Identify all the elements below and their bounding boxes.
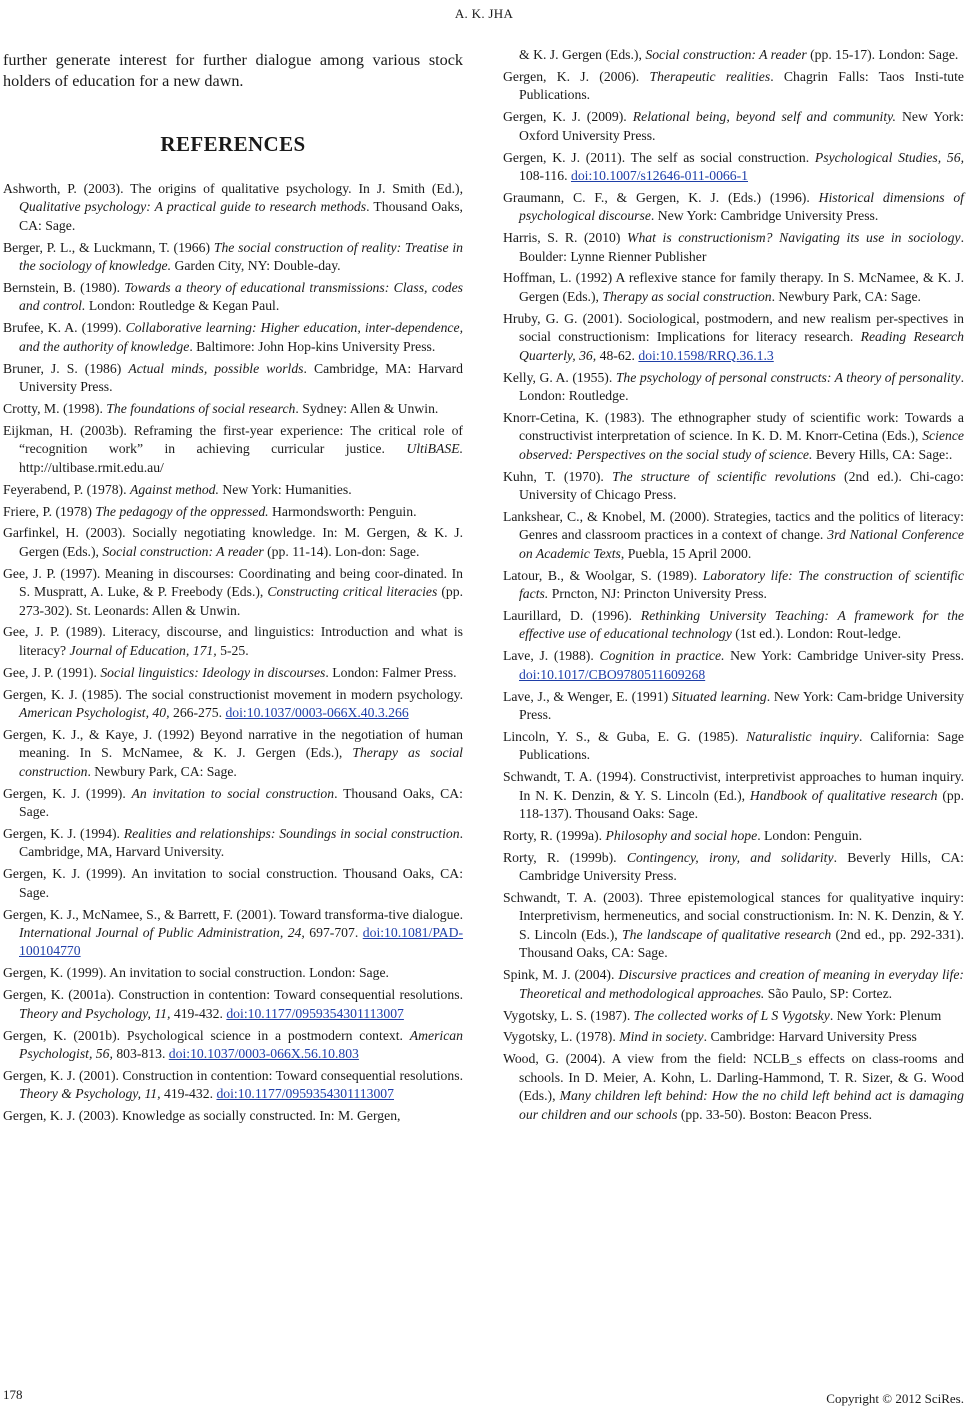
reference-title: Against method. bbox=[129, 481, 219, 497]
reference-title: Towards a theory of educational transmissions: Class, codes and control. bbox=[19, 280, 463, 314]
reference-title: Theory & Psychology, 11, bbox=[19, 1086, 161, 1102]
reference-authors: Rorty, R. (1999b). bbox=[503, 849, 627, 865]
reference-authors: Gergen, K. J. (1999). An invitation to social construction. Thousand Oaks, CA: Sage. bbox=[3, 866, 463, 900]
reference-publisher: . Cambridge, MA, Harvard University. bbox=[19, 826, 463, 860]
reference-authors: Brufee, K. A. (1999). bbox=[3, 320, 126, 336]
reference-publisher: (2nd ed.). Chi-cago: University of Chicago Press. bbox=[519, 468, 964, 502]
reference-publisher: Garden City, NY: Double-day. bbox=[171, 258, 341, 274]
reference-entry bbox=[3, 664, 463, 682]
reference-entry bbox=[3, 726, 463, 781]
reference-title: Realities and relationships: Soundings in social construction bbox=[123, 826, 460, 841]
reference-entry bbox=[503, 68, 964, 105]
reference-authors: Gee, J. P. (1997). Meaning in discourses: Coordinating and being coor-dinated. In S. Muspratt, A. Luke, & P. Freebody (Eds.), bbox=[3, 565, 463, 600]
reference-entry bbox=[503, 1028, 964, 1046]
reference-title: Many children left behind: How the no child left behind act is damaging our children and our schools bbox=[519, 1088, 964, 1122]
reference-title: American Psychologist, 56, bbox=[19, 1027, 463, 1061]
reference-publisher: (pp. 273-302). St. Leonards: Allen & Unwin. bbox=[19, 584, 463, 618]
reference-entry bbox=[503, 468, 964, 505]
reference-title: Journal of Education, 171, bbox=[69, 642, 217, 658]
reference-entry bbox=[3, 623, 463, 660]
reference-authors: Gergen, K. J. (2006). bbox=[503, 68, 650, 84]
reference-authors: Gergen, K. J. (2011). The self as social construction. bbox=[503, 149, 815, 165]
reference-title: Collaborative learning: Higher education, inter-dependence, and the authority of knowledge bbox=[19, 320, 463, 354]
reference-publisher: . London: Routledge. bbox=[519, 369, 964, 403]
reference-authors: Eijkman, H. (2003b). Reframing the first-year experience: The critical role of “recognition work” in achieving curricular justice. bbox=[3, 422, 463, 457]
reference-entry bbox=[503, 607, 964, 644]
reference-publisher: New York: Oxford University Press. bbox=[519, 109, 964, 143]
reference-authors: Gergen, K. J. (1999). bbox=[3, 785, 132, 801]
reference-authors: Gergen, K. J., & Kaye, J. (1992) Beyond narrative in the negotiation of human meaning. In S. McNamee, & K. J. Gergen (Eds.), bbox=[3, 726, 463, 761]
reference-entry bbox=[503, 567, 964, 604]
reference-publisher: New York: Cambridge Univer-sity Press. bbox=[724, 648, 964, 664]
reference-title: International Journal of Public Administration, 24, bbox=[19, 925, 305, 941]
page-number: 178 bbox=[3, 1387, 23, 1402]
reference-authors: Kuhn, T. (1970). bbox=[503, 468, 613, 484]
reference-authors: Gergen, K. J. (2009). bbox=[503, 109, 633, 125]
reference-entry bbox=[503, 508, 964, 563]
reference-authors: Kelly, G. A. (1955). bbox=[503, 369, 616, 385]
reference-entry bbox=[503, 369, 964, 406]
reference-publisher: London: Routledge & Kegan Paul. bbox=[85, 298, 280, 314]
reference-entry bbox=[3, 1027, 463, 1064]
reference-entry bbox=[3, 239, 463, 276]
reference-publisher: 48-62. bbox=[596, 347, 639, 363]
reference-publisher: . London: Penguin. bbox=[757, 827, 863, 843]
reference-publisher: 803-813. bbox=[112, 1045, 169, 1061]
reference-publisher: (pp. 11-14). Lon-don: Sage. bbox=[263, 543, 420, 559]
reference-entry bbox=[3, 524, 463, 561]
reference-authors: Wood, G. (2004). A view from the field: NCLB_s effects on class-rooms and schools. In D. Meier, A. Kohn, L. Darling-Hammond, T. R. Sizer, & G. Wood (Eds.), bbox=[503, 1051, 964, 1104]
reference-publisher: . Thousand Oaks, CA: Sage. bbox=[19, 199, 463, 233]
reference-entry bbox=[3, 360, 463, 397]
reference-title: Therapy as social construction bbox=[19, 745, 463, 779]
reference-entry bbox=[3, 964, 463, 982]
reference-publisher: . New York: Plenum bbox=[829, 1007, 942, 1023]
reference-publisher: (2nd ed., pp. 292-331). Thousand Oaks, CA: Sage. bbox=[519, 926, 965, 961]
reference-publisher: . Thousand Oaks, CA: Sage. bbox=[19, 785, 463, 820]
reference-publisher: 697-707. bbox=[304, 925, 363, 941]
reference-entry bbox=[3, 785, 463, 822]
reference-authors: Harris, S. R. (2010) bbox=[503, 230, 628, 246]
reference-authors: Hoffman, L. (1992) A reflexive stance for family therapy. In S. McNamee, & K. J. Gergen (Eds.), bbox=[503, 270, 964, 304]
reference-publisher: . Beverly Hills, CA: Cambridge University Press. bbox=[519, 849, 964, 884]
reference-title: American Psychologist, 40, bbox=[19, 705, 170, 721]
reference-entry bbox=[3, 400, 463, 418]
reference-authors: Vygotsky, L. (1978). bbox=[503, 1029, 620, 1045]
reference-publisher: . Cambridge, MA: Harvard University Press. bbox=[19, 360, 464, 395]
doi-link[interactable]: doi:10.1037/0003-066X.56.10.803 bbox=[168, 1045, 359, 1061]
reference-title: Social linguistics: Ideology in discourses bbox=[100, 664, 326, 680]
reference-entry bbox=[503, 1050, 964, 1124]
doi-link[interactable]: doi:10.1598/RRQ.36.1.3 bbox=[638, 347, 774, 363]
doi-link[interactable]: doi:10.1081/PAD-100104770 bbox=[19, 925, 464, 959]
reference-publisher: . London: Falmer Press. bbox=[325, 664, 457, 680]
reference-title: Cognition in practice. bbox=[599, 648, 725, 664]
reference-authors: Bernstein, B. (1980). bbox=[3, 280, 125, 296]
reference-authors: Gergen, K. (2001b). Psychological science in a postmodern context. bbox=[3, 1027, 410, 1043]
reference-title: Reading Research Quarterly, 36, bbox=[519, 329, 964, 363]
reference-entry bbox=[3, 1067, 463, 1104]
reference-entry bbox=[3, 422, 463, 477]
reference-title: Naturalistic inquiry bbox=[746, 728, 859, 744]
reference-entry bbox=[3, 279, 463, 316]
reference-entry bbox=[503, 647, 964, 684]
reference-publisher: Harmondsworth: Penguin. bbox=[268, 503, 417, 519]
reference-authors: Lave, J., & Wenger, E. (1991) bbox=[503, 688, 672, 704]
reference-authors: Rorty, R. (1999a). bbox=[503, 827, 606, 843]
reference-title: UltiBASE. bbox=[406, 441, 463, 457]
reference-entry bbox=[503, 849, 964, 886]
reference-authors: Lankshear, C., & Knobel, M. (2000). Strategies, tactics and the politics of literacy: Genres and classroom practices in a context of change. bbox=[503, 508, 964, 543]
reference-title: Laboratory life: The construction of scientific facts. bbox=[519, 567, 964, 601]
reference-title: Mind in society bbox=[619, 1029, 704, 1045]
reference-entry bbox=[3, 906, 463, 961]
reference-title: Science observed: Perspectives on the social study of science. bbox=[519, 428, 964, 462]
reference-entry bbox=[503, 269, 964, 306]
reference-authors: Latour, B., & Woolgar, S. (1989). bbox=[503, 567, 703, 583]
reference-authors: Knorr-Cetina, K. (1983). The ethnographer study of scientific work: Towards a constructivist interpretation of science. In K. D. M. Knorr-Cetina (Eds.), bbox=[503, 409, 964, 444]
reference-title: The foundations of social research bbox=[106, 400, 296, 416]
reference-entry bbox=[503, 409, 964, 464]
reference-publisher: New York: Humanities. bbox=[218, 481, 352, 497]
reference-entry bbox=[3, 986, 463, 1023]
reference-authors: Graumann, C. F., & Gergen, K. J. (Eds.) (1996). bbox=[503, 189, 819, 205]
reference-authors: Bruner, J. S. (1986) bbox=[3, 360, 129, 376]
reference-publisher: 419-432. bbox=[170, 1005, 227, 1021]
reference-publisher: (1st ed.). London: Rout-ledge. bbox=[731, 626, 902, 642]
reference-title: The psychology of personal constructs: A theory of personality bbox=[615, 369, 961, 385]
references-heading: REFERENCES bbox=[160, 132, 306, 156]
reference-publisher: , Puebla, 15 April 2000. bbox=[620, 545, 752, 561]
reference-title: Discursive practices and creation of meaning in everyday life: Theoretical and methodological approaches. bbox=[519, 967, 964, 1001]
reference-publisher: http://ultibase.rmit.edu.au/ bbox=[19, 459, 164, 475]
reference-authors: Lincoln, Y. S., & Guba, E. G. (1985). bbox=[503, 728, 747, 744]
reference-publisher: . New York: Cambridge University Press. bbox=[650, 208, 879, 224]
reference-entry bbox=[3, 865, 463, 902]
reference-title: The collected works of L S Vygotsky bbox=[633, 1007, 830, 1023]
reference-title: Historical dimensions of psychological discourse bbox=[519, 189, 964, 224]
reference-authors: Lave, J. (1988). bbox=[503, 648, 600, 664]
reference-title: An invitation to social construction bbox=[131, 785, 335, 801]
reference-title: Qualitative psychology: A practical guide to research methods bbox=[19, 199, 367, 215]
reference-title: Theory and Psychology, 11, bbox=[19, 1005, 171, 1021]
reference-publisher: Prncton, NJ: Princton University Press. bbox=[548, 585, 767, 601]
reference-publisher: 5-25. bbox=[216, 642, 249, 658]
reference-list-right bbox=[503, 46, 964, 1124]
reference-authors: Gergen, K. (1999). An invitation to social construction. London: Sage. bbox=[3, 965, 389, 981]
reference-authors: Gergen, K. J. (1985). The social constructionist movement in modern psychology. bbox=[3, 686, 463, 702]
reference-entry bbox=[503, 108, 964, 145]
reference-entry bbox=[3, 565, 463, 620]
doi-link[interactable]: doi:10.1037/0003-066X.40.3.266 bbox=[225, 705, 409, 721]
reference-entry bbox=[503, 46, 964, 64]
reference-authors: Berger, P. L., & Luckmann, T. (1966) bbox=[3, 239, 214, 255]
reference-entry bbox=[3, 825, 463, 862]
reference-title: Social construction: A reader bbox=[645, 47, 807, 62]
reference-publisher: (pp. 15-17). London: Sage. bbox=[806, 47, 959, 62]
reference-authors: Ashworth, P. (2003). The origins of qualitative psychology. In J. Smith (Ed.), bbox=[3, 181, 463, 196]
reference-entry bbox=[503, 310, 964, 365]
running-head: A. K. JHA bbox=[454, 6, 514, 21]
doi-link[interactable]: doi:10.1177/0959354301113007 bbox=[216, 1086, 394, 1102]
reference-publisher: São Paulo, SP: Cortez. bbox=[764, 985, 893, 1001]
reference-title: The structure of scientific revolutions bbox=[612, 468, 836, 484]
reference-list-left bbox=[3, 180, 463, 1126]
reference-publisher: (pp. 33-50). Boston: Beacon Press. bbox=[677, 1106, 873, 1122]
reference-publisher: (pp. 118-137). Thousand Oaks: Sage. bbox=[519, 787, 964, 821]
reference-authors: Schwandt, T. A. (2003). Three epistemological stances for qualityative inquiry: Interpretivism, hermeneutics, and social constructionism. In: N. K. Denzin, & Y. S. Lincoln (Eds.), bbox=[503, 890, 964, 942]
reference-entry bbox=[3, 481, 463, 499]
reference-authors: Gee, J. P. (1991). bbox=[3, 664, 101, 680]
reference-authors: Spink, M. J. (2004). bbox=[503, 967, 619, 983]
reference-title: Therapy as social construction bbox=[602, 288, 772, 304]
reference-authors: Gergen, K. (2001a). Construction in contention: Toward consequential resolutions. bbox=[3, 987, 463, 1003]
reference-authors: Gergen, K. J. (1994). bbox=[3, 826, 124, 841]
reference-authors: Gergen, K. J. (2003). Knowledge as socially constructed. In: M. Gergen, bbox=[3, 1108, 401, 1124]
reference-authors: Schwandt, T. A. (1994). Constructivist, interpretivist approaches to human inquiry. In N. K. Denzin, & Y. S. Lincoln (Ed.), bbox=[503, 769, 964, 803]
reference-title: The landscape of qualitative research bbox=[621, 926, 832, 942]
reference-publisher: 266-275. bbox=[169, 705, 226, 721]
reference-authors: Friere, P. (1978) bbox=[3, 503, 96, 519]
intro-paragraph: further generate interest for further dialogue among various stock holders of education for a new dawn. bbox=[3, 51, 463, 90]
reference-entry bbox=[503, 1007, 964, 1025]
reference-authors: Hruby, G. G. (2001). Sociological, postmodern, and new realism per-spectives in social constructionism: Implications for literacy research. bbox=[503, 310, 964, 345]
reference-title: Social construction: A reader bbox=[102, 543, 264, 559]
reference-publisher: . California: Sage Publications. bbox=[519, 728, 964, 763]
reference-entry bbox=[3, 1107, 463, 1125]
reference-title: Therapeutic realities bbox=[649, 68, 771, 84]
reference-title: Handbook of qualitative research bbox=[749, 787, 938, 803]
reference-publisher: . Boulder: Lynne Rienner Publisher bbox=[519, 230, 964, 264]
reference-authors: Gergen, K. J., McNamee, S., & Barrett, F. (2001). Toward transforma-tive dialogue. bbox=[3, 906, 463, 922]
reference-entry bbox=[503, 149, 964, 186]
doi-link[interactable]: doi:10.1007/s12646-011-0066-1 bbox=[570, 167, 749, 183]
reference-title: Actual minds, possible worlds bbox=[128, 360, 304, 376]
reference-entry bbox=[503, 728, 964, 765]
doi-link[interactable]: doi:10.1177/0959354301113007 bbox=[226, 1005, 404, 1021]
reference-entry bbox=[3, 319, 463, 356]
reference-publisher: . Baltimore: John Hop-kins University Press. bbox=[189, 338, 436, 354]
reference-publisher: . Newbury Park, CA: Sage. bbox=[771, 288, 921, 304]
doi-link[interactable]: doi:10.1017/CBO9780511609268 bbox=[519, 666, 706, 682]
reference-title: Constructing critical literacies bbox=[267, 584, 438, 600]
reference-title: Philosophy and social hope bbox=[605, 827, 758, 843]
reference-authors: Gergen, K. J. (2001). Construction in contention: Toward consequential resolutions. bbox=[3, 1067, 463, 1083]
reference-entry bbox=[503, 229, 964, 266]
reference-publisher: . Chagrin Falls: Taos Insti-tute Publications. bbox=[519, 68, 964, 103]
reference-entry bbox=[503, 189, 964, 226]
reference-authors: Crotty, M. (1998). bbox=[3, 400, 107, 416]
reference-publisher: Bevery Hills, CA: Sage:. bbox=[812, 446, 953, 462]
reference-entry bbox=[503, 966, 964, 1003]
copyright-notice: Copyright © 2012 SciRes. bbox=[826, 1391, 964, 1406]
reference-title: The pedagogy of the oppressed. bbox=[95, 503, 269, 519]
reference-title: The social construction of reality: Treatise in the sociology of knowledge. bbox=[19, 239, 463, 274]
reference-publisher: 419-432. bbox=[160, 1086, 217, 1102]
reference-publisher: . Newbury Park, CA: Sage. bbox=[87, 763, 237, 779]
reference-title: 3rd National Conference on Academic Texts bbox=[519, 527, 964, 561]
reference-publisher: . Cambridge: Harvard University Press bbox=[703, 1029, 917, 1045]
right-column bbox=[503, 46, 964, 1127]
reference-authors: Gee, J. P. (1989). Literacy, discourse, and linguistics: Introduction and what is literacy? bbox=[3, 624, 463, 658]
left-column bbox=[3, 50, 463, 1129]
reference-entry bbox=[3, 503, 463, 521]
reference-entry bbox=[3, 686, 463, 723]
reference-publisher: 108-116. bbox=[519, 167, 571, 183]
reference-entry bbox=[503, 688, 964, 725]
reference-authors: Garfinkel, H. (2003). Socially negotiating knowledge. In: M. Gergen, & K. J. Gergen (Eds.), bbox=[3, 525, 463, 559]
reference-title: Relational being, beyond self and community. bbox=[632, 109, 896, 125]
reference-authors: & K. J. Gergen (Eds.), bbox=[519, 47, 646, 62]
reference-entry bbox=[3, 180, 463, 235]
reference-title: Contingency, irony, and solidarity bbox=[626, 849, 834, 865]
reference-title: What is constructionism? Navigating its use in sociology bbox=[627, 230, 961, 246]
reference-title: Situated learning bbox=[671, 688, 767, 704]
reference-authors: Feyerabend, P. (1978). bbox=[3, 481, 130, 497]
reference-title: Rethinking University Teaching: A framework for the effective use of educational technology bbox=[519, 607, 965, 642]
reference-publisher: . Sydney: Allen & Unwin. bbox=[295, 400, 439, 416]
reference-entry bbox=[503, 827, 964, 845]
reference-entry bbox=[503, 768, 964, 823]
reference-entry bbox=[503, 889, 964, 963]
reference-publisher: . New York: Cam-bridge University Press. bbox=[519, 688, 964, 722]
reference-authors: Vygotsky, L. S. (1987). bbox=[503, 1007, 634, 1023]
reference-title: Psychological Studies, 56, bbox=[814, 149, 964, 165]
reference-authors: Laurillard, D. (1996). bbox=[503, 607, 641, 623]
